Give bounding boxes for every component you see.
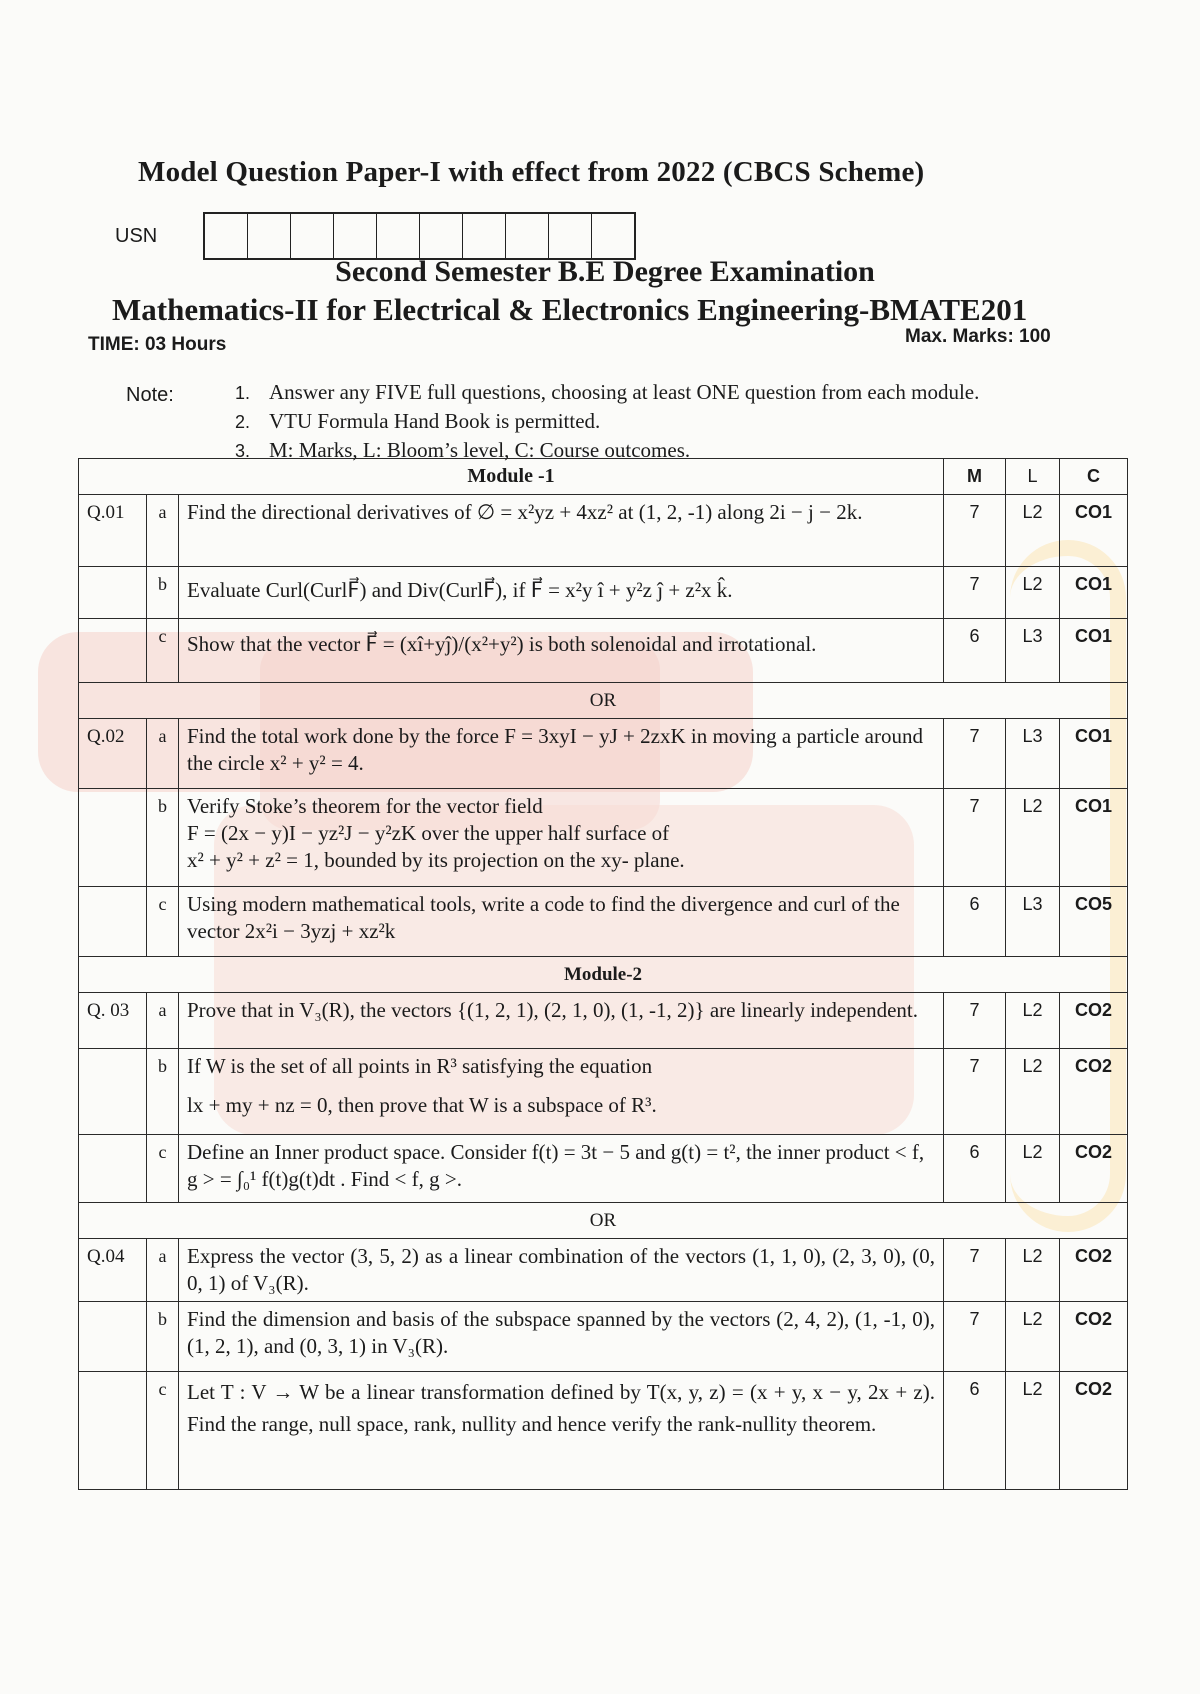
level-cell: L2 xyxy=(1006,495,1060,567)
question-number-empty xyxy=(79,887,147,957)
sub-label: c xyxy=(147,887,179,957)
sub-label: c xyxy=(147,1135,179,1203)
question-number-empty xyxy=(79,1135,147,1203)
sub-label: a xyxy=(147,1239,179,1302)
sub-label: a xyxy=(147,495,179,567)
co-cell: CO2 xyxy=(1060,1239,1128,1302)
table-row xyxy=(79,887,1128,957)
co-cell: CO2 xyxy=(1060,1135,1128,1203)
sub-label: b xyxy=(147,789,179,887)
co-cell: CO2 xyxy=(1060,993,1128,1049)
note-item: 1. Answer any FIVE full questions, choosing at least ONE question from each module. xyxy=(235,380,980,404)
module-heading: Module-2 xyxy=(79,957,1128,993)
marks-cell: 6 xyxy=(944,1135,1006,1203)
table-row xyxy=(79,1135,1128,1203)
question-number-empty xyxy=(79,619,147,683)
level-cell: L3 xyxy=(1006,887,1060,957)
question-text: Prove that in V₃(R), the vectors {(1, 2, 1), (2, 1, 0), (1, -1, 2)} are linearly independent. xyxy=(179,993,944,1049)
usn-row xyxy=(115,212,636,260)
usn-box[interactable] xyxy=(248,214,291,258)
usn-boxes[interactable] xyxy=(203,212,636,260)
question-text: Using modern mathematical tools, write a code to find the divergence and curl of the vector 2x²i − 3yzj + xz²k xyxy=(179,887,944,957)
question-line: F = (2x − y)I − yz²J − y²zK over the upper half surface of xyxy=(187,821,670,845)
usn-box[interactable] xyxy=(205,214,248,258)
table-row xyxy=(79,1239,1128,1302)
paper-title: Model Question Paper-I with effect from 2022 (CBCS Scheme) xyxy=(138,156,925,188)
question-text: Find the total work done by the force F = 3xyI − yJ + 2zxK in moving a particle around the circle x² + y² = 4. xyxy=(179,719,944,789)
usn-box[interactable] xyxy=(420,214,463,258)
co-cell: CO1 xyxy=(1060,719,1128,789)
question-text xyxy=(179,1049,944,1135)
level-cell: L3 xyxy=(1006,719,1060,789)
subject-heading: Mathematics-II for Electrical & Electronics Engineering-BMATE201 xyxy=(112,292,1028,327)
question-text: Find the directional derivatives of ∅ = x²yz + 4xz² at (1, 2, -1) along 2i − j − 2k. xyxy=(179,495,944,567)
table-row xyxy=(79,1372,1128,1490)
marks-cell: 7 xyxy=(944,1049,1006,1135)
question-line: x² + y² + z² = 1, bounded by its projection on the xy- plane. xyxy=(187,848,685,872)
note-label: Note: xyxy=(126,384,174,406)
marks-cell: 6 xyxy=(944,887,1006,957)
co-cell: CO5 xyxy=(1060,887,1128,957)
marks-cell: 6 xyxy=(944,1372,1006,1490)
note-item: 3. M: Marks, L: Bloom’s level, C: Course outcomes. xyxy=(235,438,691,462)
marks-cell: 7 xyxy=(944,993,1006,1049)
level-cell: L2 xyxy=(1006,1049,1060,1135)
col-marks-header: M xyxy=(944,459,1006,495)
notes-list xyxy=(235,378,979,465)
module-heading: Module -1 xyxy=(79,459,944,495)
marks-cell: 7 xyxy=(944,1239,1006,1302)
table-row xyxy=(79,719,1128,789)
sub-label: a xyxy=(147,993,179,1049)
usn-box[interactable] xyxy=(334,214,377,258)
level-cell: L2 xyxy=(1006,789,1060,887)
time-label: TIME: 03 Hours xyxy=(88,334,227,355)
question-text: Express the vector (3, 5, 2) as a linear combination of the vectors (1, 1, 0), (2, 3, 0), (0, 0, 1) of V₃(R). xyxy=(179,1239,944,1302)
sub-label: c xyxy=(147,619,179,683)
question-number: Q. 03 xyxy=(79,993,147,1049)
marks-cell: 7 xyxy=(944,1302,1006,1372)
question-number: Q.04 xyxy=(79,1239,147,1302)
marks-cell: 7 xyxy=(944,495,1006,567)
level-cell: L2 xyxy=(1006,1302,1060,1372)
question-line: lx + my + nz = 0, then prove that W is a subspace of R³. xyxy=(187,1093,657,1117)
table-row xyxy=(79,789,1128,887)
questions-table xyxy=(78,458,1128,1490)
usn-box[interactable] xyxy=(592,214,634,258)
usn-box[interactable] xyxy=(463,214,506,258)
col-co-header: C xyxy=(1060,459,1128,495)
table-header-row xyxy=(79,459,1128,495)
question-number-empty xyxy=(79,789,147,887)
co-cell: CO2 xyxy=(1060,1049,1128,1135)
question-line: If W is the set of all points in R³ satisfying the equation xyxy=(187,1054,653,1078)
marks-cell: 6 xyxy=(944,619,1006,683)
table-row xyxy=(79,1302,1128,1372)
usn-box[interactable] xyxy=(549,214,592,258)
max-marks-label: Max. Marks: 100 xyxy=(905,326,1051,347)
question-number-empty xyxy=(79,1049,147,1135)
co-cell: CO1 xyxy=(1060,495,1128,567)
marks-cell: 7 xyxy=(944,789,1006,887)
co-cell: CO2 xyxy=(1060,1302,1128,1372)
exam-heading: Second Semester B.E Degree Examination xyxy=(335,255,875,288)
question-text: Show that the vector F⃗ = (xî+yĵ)/(x²+y²) is both solenoidal and irrotational. xyxy=(179,619,944,683)
table-row xyxy=(79,993,1128,1049)
level-cell: L2 xyxy=(1006,1135,1060,1203)
co-cell: CO1 xyxy=(1060,789,1128,887)
usn-label: USN xyxy=(115,224,158,247)
question-text: Find the dimension and basis of the subspace spanned by the vectors (2, 4, 2), (1, -1, 0), (1, 2, 1), and (0, 3, 1) in V₃(R). xyxy=(179,1302,944,1372)
question-number: Q.02 xyxy=(79,719,147,789)
or-label: OR xyxy=(79,683,1128,719)
sub-label: b xyxy=(147,567,179,619)
question-number-empty xyxy=(79,567,147,619)
table-row xyxy=(79,1049,1128,1135)
level-cell: L3 xyxy=(1006,619,1060,683)
sub-label: c xyxy=(147,1372,179,1490)
co-cell: CO1 xyxy=(1060,619,1128,683)
usn-box[interactable] xyxy=(377,214,420,258)
table-row xyxy=(79,567,1128,619)
level-cell: L2 xyxy=(1006,567,1060,619)
co-cell: CO2 xyxy=(1060,1372,1128,1490)
table-row xyxy=(79,619,1128,683)
note-item: 2. VTU Formula Hand Book is permitted. xyxy=(235,409,601,433)
level-cell: L2 xyxy=(1006,993,1060,1049)
question-text: Let T : V → W be a linear transformation defined by T(x, y, z) = (x + y, x − y, 2x + z). Find the range, null space, rank, nullity and hence verify the rank-nullity theorem. xyxy=(179,1372,944,1490)
col-level-header: L xyxy=(1006,459,1060,495)
sub-label: a xyxy=(147,719,179,789)
or-row xyxy=(79,1203,1128,1239)
sub-label: b xyxy=(147,1302,179,1372)
question-text: Evaluate Curl(CurlF⃗) and Div(CurlF⃗), if F⃗ = x²y î + y²z ĵ + z²x k̂. xyxy=(179,567,944,619)
level-cell: L2 xyxy=(1006,1239,1060,1302)
module-row xyxy=(79,957,1128,993)
co-cell: CO1 xyxy=(1060,567,1128,619)
usn-box[interactable] xyxy=(291,214,334,258)
level-cell: L2 xyxy=(1006,1372,1060,1490)
question-text xyxy=(179,789,944,887)
or-row xyxy=(79,683,1128,719)
usn-box[interactable] xyxy=(506,214,549,258)
question-line: Verify Stoke’s theorem for the vector field xyxy=(187,794,543,818)
question-number-empty xyxy=(79,1302,147,1372)
sub-label: b xyxy=(147,1049,179,1135)
question-text: Define an Inner product space. Consider f(t) = 3t − 5 and g(t) = t², the inner product < f, g > = ∫₀¹ f(t)g(t)dt . Find < f, g >. xyxy=(179,1135,944,1203)
marks-cell: 7 xyxy=(944,719,1006,789)
question-number-empty xyxy=(79,1372,147,1490)
marks-cell: 7 xyxy=(944,567,1006,619)
or-label: OR xyxy=(79,1203,1128,1239)
table-row xyxy=(79,495,1128,567)
question-number: Q.01 xyxy=(79,495,147,567)
